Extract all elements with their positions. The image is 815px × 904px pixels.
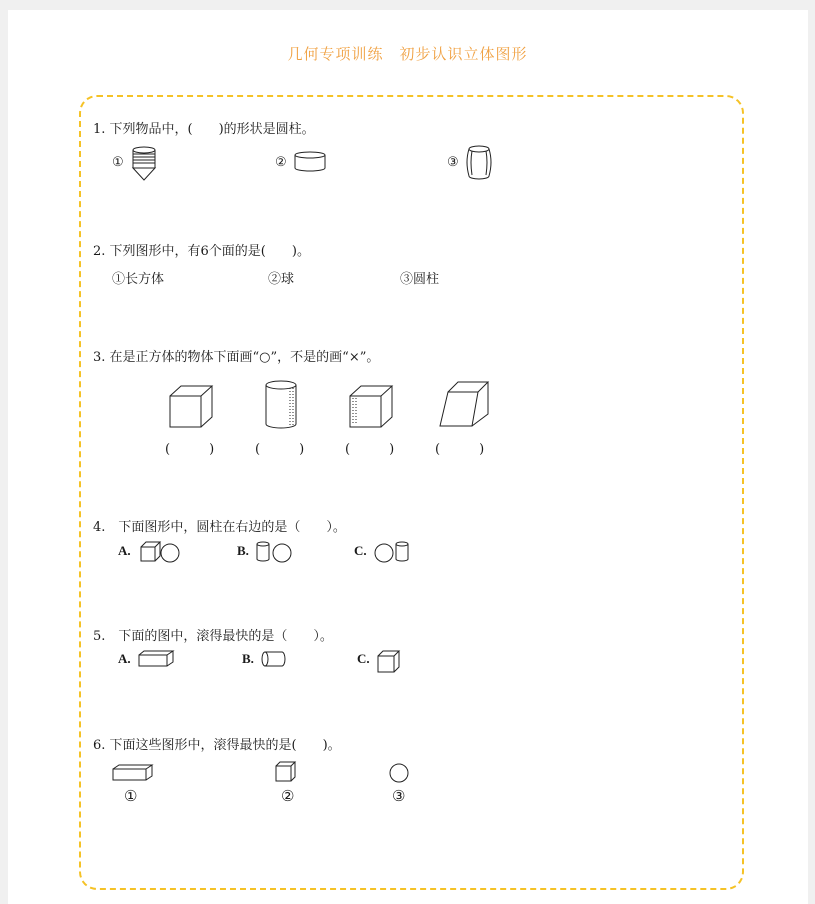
- q4-c-sphere-cylinder-image: [374, 541, 414, 565]
- q3-shaded-cube-image: [348, 384, 394, 430]
- q3-answer-blank-1[interactable]: ( ): [165, 442, 215, 457]
- question-1: 1. 下列物品中，( )的形状是圆柱。: [93, 122, 315, 137]
- q1-option-3-label: ③: [447, 155, 459, 170]
- q4-b-cylinder-sphere-image: [256, 541, 296, 565]
- q5-label-c: C.: [357, 651, 370, 666]
- question-4: 4. 下面图形中，圆柱在右边的是（ ）。: [93, 520, 346, 535]
- q5-c-cube-image: [377, 650, 401, 674]
- q3-cube-image: [168, 384, 214, 430]
- q6-box-image: [112, 764, 154, 782]
- q6-option-2-label: ②: [281, 787, 295, 805]
- question-3: 3. 在是正方体的物体下面画“○”，不是的画“×”。: [93, 350, 380, 365]
- q1-option-1-label: ①: [112, 155, 124, 170]
- q6-option-1-label: ①: [124, 787, 138, 805]
- q1-flat-cylinder-image: [294, 151, 328, 173]
- q1-pencil-sharpener-image: [130, 146, 158, 182]
- question-5: 5. 下面的图中，滚得最快的是（ ）。: [93, 629, 333, 644]
- q4-label-c: C.: [354, 543, 367, 558]
- q5-label-a: A.: [118, 651, 131, 666]
- question-2: 2. 下列图形中，有6个面的是( )。: [93, 244, 310, 259]
- q5-a-box-image: [138, 650, 176, 668]
- q4-label-b: B.: [237, 543, 249, 558]
- page-title: 几何专项训练 初步认识立体图形: [287, 45, 528, 63]
- q4-label-a: A.: [118, 543, 131, 558]
- q2-option-2: ②球: [268, 272, 295, 287]
- q6-option-3-label: ③: [392, 787, 406, 805]
- q5-b-lying-cylinder-image: [260, 650, 288, 670]
- question-6: 6. 下面这些图形中，滚得最快的是( )。: [93, 738, 341, 753]
- q4-a-cube-sphere-image: [140, 541, 182, 565]
- q3-cylinder-image: [264, 380, 300, 430]
- q3-slanted-prism-image: [438, 380, 490, 430]
- q2-option-1: ①长方体: [112, 272, 165, 287]
- q3-answer-blank-3[interactable]: ( ): [345, 442, 395, 457]
- q1-option-2-label: ②: [275, 155, 287, 170]
- q5-label-b: B.: [242, 651, 254, 666]
- q2-option-3: ③圆柱: [400, 272, 440, 287]
- q1-barrel-image: [465, 145, 493, 181]
- q6-sphere-image: [388, 763, 412, 785]
- q3-answer-blank-4[interactable]: ( ): [435, 442, 485, 457]
- q3-answer-blank-2[interactable]: ( ): [255, 442, 305, 457]
- q6-cube-image: [275, 761, 299, 783]
